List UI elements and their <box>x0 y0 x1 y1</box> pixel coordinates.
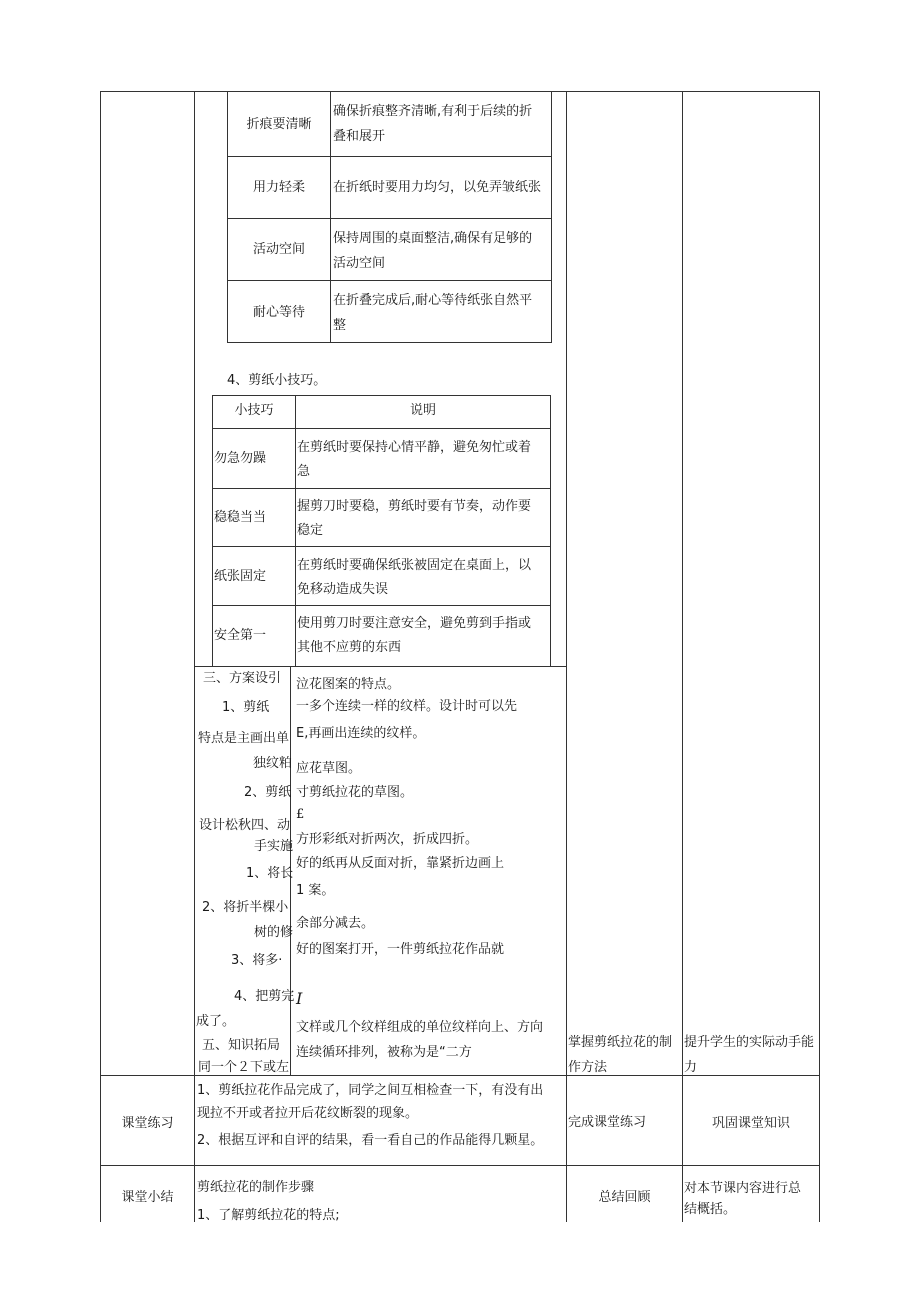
summary-intent-l1: 对本节课内容进行总 <box>684 1181 802 1196</box>
cutting-tip-desc: 急 <box>297 464 311 479</box>
left-fragment: 2、剪纸 <box>244 785 292 800</box>
cutting-tip-name: 安全第一 <box>214 628 267 643</box>
cutting-tip-desc: 在剪纸时要确保纸张被固定在桌面上，以 <box>297 558 532 573</box>
folding-tip-desc: 叠和展开 <box>333 129 386 144</box>
folding-tip-name: 用力轻柔 <box>252 180 305 195</box>
outer-left-border <box>100 91 101 1222</box>
cutting-tip-desc: 其他不应剪的东西 <box>297 640 402 655</box>
right-fragment: 应花草图。 <box>296 761 362 776</box>
left-fragment: 独纹粕 <box>253 756 293 771</box>
cutting-section-title: 4、剪纸小技巧。 <box>227 373 327 388</box>
ct-top <box>212 395 551 396</box>
ct-h3 <box>212 546 551 547</box>
practice-student: 完成课堂练习 <box>568 1115 647 1130</box>
ct-right <box>550 395 551 666</box>
col-divider-2 <box>566 91 567 1222</box>
cutting-header-desc: 说明 <box>409 403 436 418</box>
left-fragment: 成了。 <box>196 1014 236 1029</box>
left-fragment: 特点是主画出单 <box>198 731 290 746</box>
col-divider-1 <box>194 91 195 1222</box>
summary-student: 总结回顾 <box>598 1190 651 1205</box>
folding-tip-desc: 活动空间 <box>333 256 386 271</box>
left-fragment: 2、将折半棵小 <box>202 900 289 915</box>
right-fragment: 余部分减去。 <box>296 916 375 931</box>
row-divider-summary <box>100 1165 820 1166</box>
summary-content-1: 剪纸拉花的制作步骤 <box>197 1180 315 1195</box>
practice-content-1a: 1、剪纸拉花作品完成了，同学之间互相检查一下，有没有出 <box>197 1083 544 1098</box>
folding-tip-desc: 在折纸时要用力均匀，以免弄皱纸张 <box>333 180 542 195</box>
left-fragment: 4、把剪完 <box>234 989 295 1004</box>
cutting-header-tip: 小技巧 <box>234 403 274 418</box>
left-fragment: 三、方案设引 <box>203 671 282 686</box>
ft-h1 <box>227 156 552 157</box>
cutting-tip-name: 勿急勿躁 <box>214 451 267 466</box>
left-fragment: 手实施 <box>254 839 294 854</box>
summary-label: 课堂小结 <box>121 1190 174 1205</box>
col-divider-3 <box>682 91 683 1222</box>
ct-h4 <box>212 605 551 606</box>
cutting-tip-name: 纸张固定 <box>214 569 267 584</box>
right-fragment: 一多个连续一样的纹样。设计时可以先 <box>296 699 518 714</box>
right-fragment: E,再画出连续的纹样。 <box>296 726 426 741</box>
left-fragment: 树的修 <box>254 925 294 940</box>
practice-intent: 巩固课堂知识 <box>711 1116 790 1131</box>
design-intent-main: 提升学生的实际动手能力 <box>684 1035 815 1075</box>
student-activity-main: 掌握剪纸拉花的制作方法 <box>568 1035 673 1075</box>
ft-h3 <box>227 280 552 281</box>
left-fragment: 1、将长 <box>246 866 294 881</box>
right-fragment: 1 案。 <box>296 883 335 898</box>
right-fragment: 寸剪纸拉花的草图。 <box>296 785 414 800</box>
folding-tip-desc: 保持周围的桌面整洁,确保有足够的 <box>333 231 533 246</box>
summary-intent-l2: 结概括。 <box>684 1202 737 1217</box>
right-fragment: 泣花图案的特点。 <box>296 677 401 692</box>
right-fragment: 文样或几个纹样组成的单位纹样向上、方向 <box>296 1020 544 1035</box>
outer-right-border <box>819 91 820 1222</box>
cutting-tip-desc: 在剪纸时要保持心情平静，避免匆忙或着 <box>297 440 532 455</box>
right-fragment: 好的图案打开，一件剪纸拉花作品就 <box>296 942 505 957</box>
ct-h2 <box>212 488 551 489</box>
ct-left <box>212 395 213 666</box>
right-fragment: I <box>296 989 303 1008</box>
right-fragment: 方形彩纸对折两次，折成四折。 <box>296 832 479 847</box>
left-fragment: 1、剪纸 <box>222 700 270 715</box>
cutting-tip-desc: 使用剪刀时要注意安全，避免剪到手指或 <box>297 616 532 631</box>
practice-label: 课堂练习 <box>121 1116 174 1131</box>
cutting-tip-desc: 握剪刀时要稳，剪纸时要有节奏，动作要 <box>297 499 532 514</box>
overlap-top-border <box>194 666 567 667</box>
cutting-tip-desc: 稳定 <box>297 523 324 538</box>
folding-tip-desc: 确保折痕整齐清晰,有利于后续的折 <box>333 104 533 119</box>
ct-mid <box>295 395 296 666</box>
folding-tip-name: 活动空间 <box>252 242 305 257</box>
folding-tip-name: 耐心等待 <box>252 305 305 320</box>
folding-tip-name: 折痕要清晰 <box>246 117 312 132</box>
left-fragment: 设计松秋四、动 <box>199 818 291 833</box>
ft-h2 <box>227 218 552 219</box>
ft-right <box>551 91 552 343</box>
practice-content-2: 2、根据互评和自评的结果，看一看自己的作品能得几颗星。 <box>197 1133 544 1148</box>
folding-tip-desc: 在折叠完成后,耐心等待纸张自然平 <box>333 293 533 308</box>
ft-bottom <box>227 342 552 343</box>
left-fragment: 五、知识拓局 <box>202 1038 281 1053</box>
left-fragment: 3、将多· <box>231 953 283 968</box>
outer-top-border <box>100 91 820 92</box>
cutting-tip-desc: 免移动造成失误 <box>297 582 389 597</box>
ct-h1 <box>212 428 551 429</box>
right-fragment: 好的纸再从反面对折，靠紧折边画上 <box>296 856 505 871</box>
left-fragment: 同一个２下或左 <box>198 1060 290 1075</box>
right-fragment: £ <box>296 807 305 822</box>
right-fragment: 连续循环排列，被称为是“二方 <box>296 1045 472 1060</box>
summary-content-2: 1、了解剪纸拉花的特点; <box>197 1208 340 1222</box>
ft-mid <box>330 91 331 343</box>
folding-tip-desc: 整 <box>333 318 347 333</box>
practice-content-1b: 现拉不开或者拉开后花纹断裂的现象。 <box>197 1106 419 1121</box>
cutting-tip-name: 稳稳当当 <box>214 510 267 525</box>
